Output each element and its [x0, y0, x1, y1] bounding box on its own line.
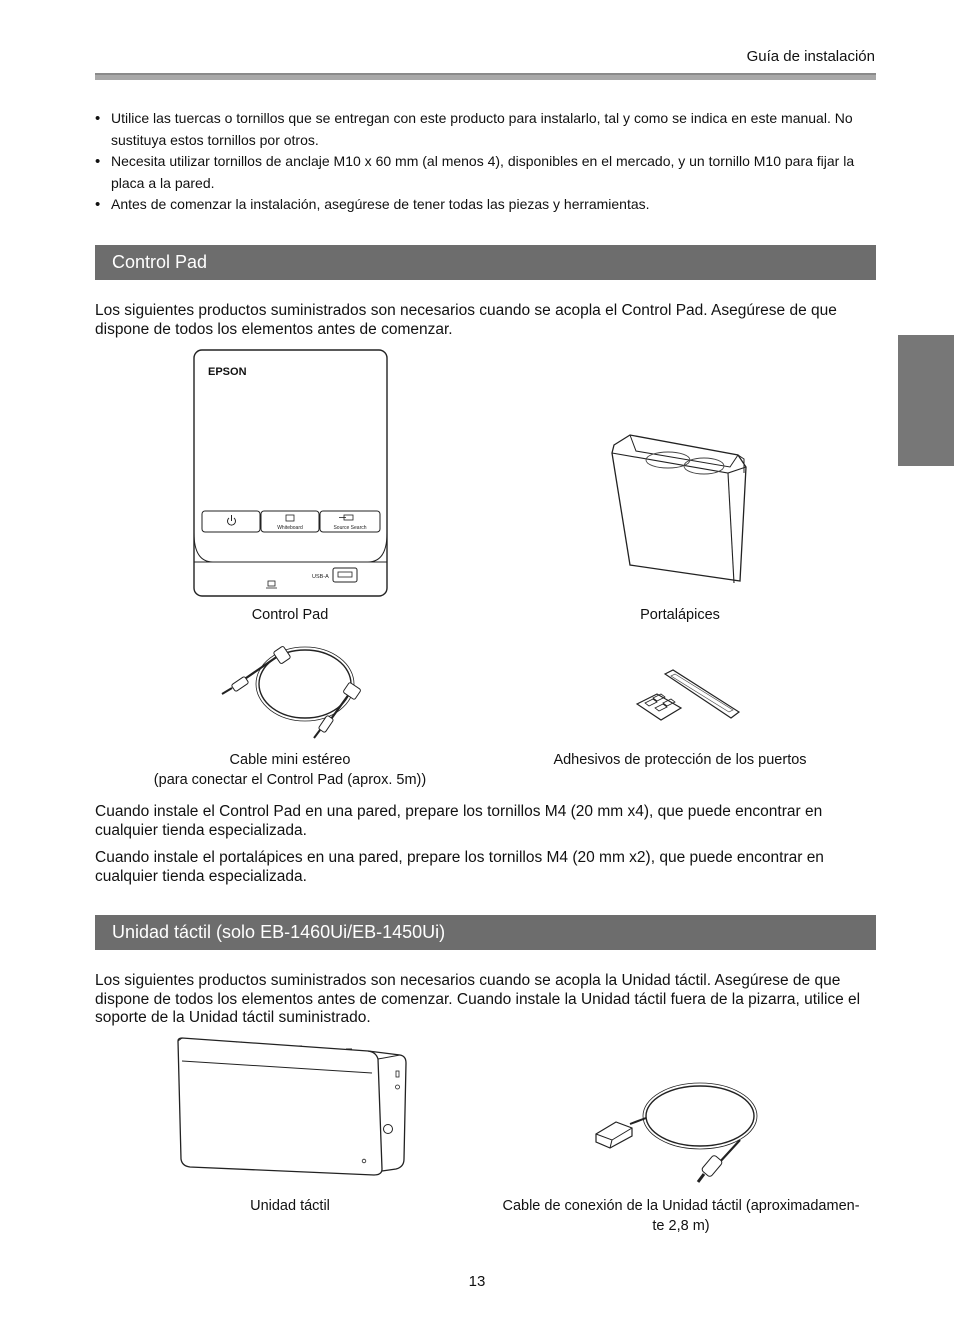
precaution-item: • Utilice las tuercas o tornillos que se entregan con este producto para instalarlo, tal y como se indica en este manual. No sustituya estos tornillos por otros. [95, 108, 876, 151]
control-pad-wall-note: Cuando instale el Control Pad en una pared, prepare los tornillos M4 (20 mm x4), que puede encontrar en cualquier tienda especializada. [95, 803, 823, 839]
header-rule [95, 73, 876, 80]
caption-control-pad: Control Pad [251, 607, 329, 623]
precaution-list [95, 108, 876, 216]
side-tab-marker [898, 335, 954, 466]
caption-pen-holder: Portalápices [640, 607, 720, 623]
touch-unit-intro: Los siguientes productos suministrados son necesarios cuando se acopla la Unidad táctil. Asegúrese de que dispone de todos los elementos antes de comenzar. Cuando instale la Unidad táctil fuera de la pizarra, utilice el soporte de la Unidad táctil suministrado. [95, 972, 861, 1026]
section-heading-control-pad: Control Pad [95, 245, 876, 280]
pen-holder-illustration [608, 433, 750, 585]
caption-port-stickers: Adhesivos de protección de los puertos [553, 752, 807, 768]
pen-holder-wall-note: Cuando instale el portalápices en una pared, prepare los tornillos M4 (20 mm x2), que puede encontrar en cualquier tienda especializada. [95, 849, 824, 885]
usb-label: USB-A [312, 574, 329, 580]
precaution-item: • Antes de comenzar la instalación, asegúrese de tener todas las piezas y herramientas. [95, 194, 876, 216]
caption-cable-line1: Cable mini estéreo [229, 752, 351, 768]
caption-cable-line2: (para conectar el Control Pad (aprox. 5m)) [153, 772, 427, 788]
caption-touch-cable-line1: Cable de conexión de la Unidad táctil (aproximadamen- [502, 1198, 860, 1214]
device-brand-label: EPSON [208, 366, 247, 378]
page-number: 13 [468, 1273, 486, 1290]
control-pad-illustration [193, 349, 389, 599]
running-header: Guía de instalación [746, 48, 875, 65]
control-pad-intro: Los siguientes productos suministrados son necesarios cuando se acopla el Control Pad. Asegúrese de que dispone de todos los elementos antes de comenzar. [95, 302, 837, 338]
caption-touch-cable-line2: te 2,8 m) [652, 1218, 710, 1234]
whiteboard-label: Whiteboard [277, 525, 303, 531]
caption-touch-unit: Unidad táctil [250, 1198, 330, 1214]
port-stickers-illustration [635, 670, 741, 726]
caption-touch-unit-cable [484, 1196, 878, 1236]
touch-unit-cable-illustration [590, 1078, 760, 1188]
touch-unit-illustration [176, 1037, 408, 1177]
section-heading-touch-unit: Unidad táctil (solo EB-1460Ui/EB-1450Ui) [95, 915, 876, 950]
source-search-label: Source Search [333, 525, 367, 531]
caption-mini-stereo-cable [130, 750, 450, 790]
precaution-item: • Necesita utilizar tornillos de anclaje M10 x 60 mm (al menos 4), disponibles en el mercado, y un tornillo M10 para fijar la placa a la pared. [95, 151, 876, 194]
mini-stereo-cable-illustration [218, 640, 358, 742]
